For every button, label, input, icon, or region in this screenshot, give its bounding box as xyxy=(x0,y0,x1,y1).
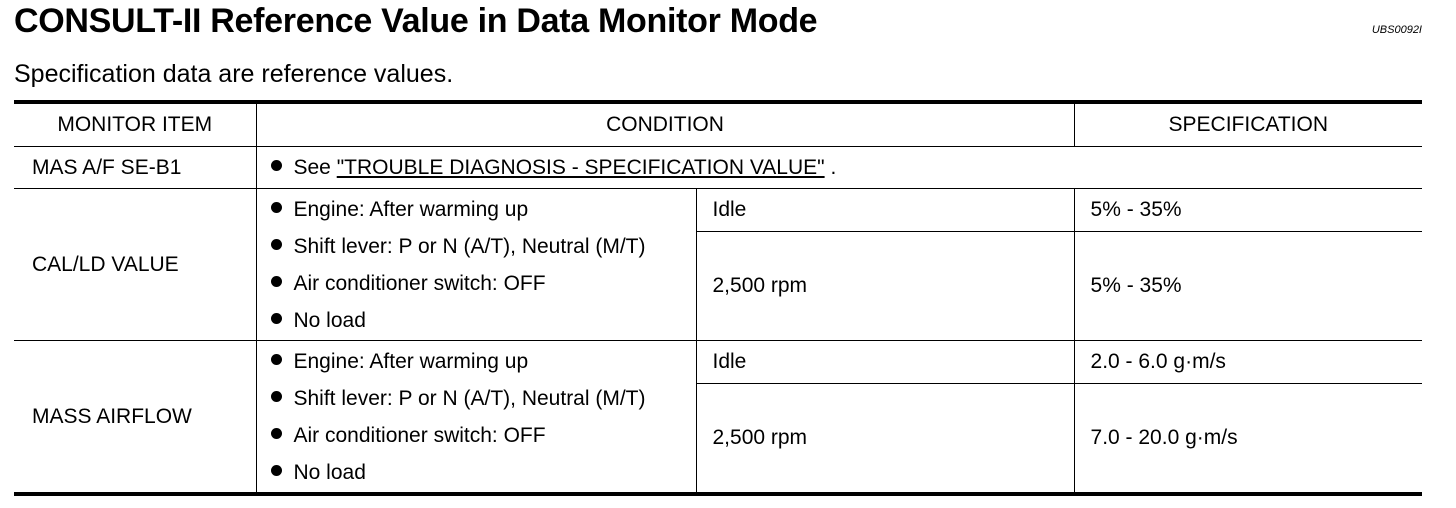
condition-cell-cal-ld xyxy=(256,189,696,341)
condition-cell-mas xyxy=(256,147,1422,189)
condition-list xyxy=(257,191,696,339)
reference-value-table xyxy=(14,100,1422,496)
page-title: CONSULT-II Reference Value in Data Monitor Mode xyxy=(14,2,818,40)
monitor-item-mass-airflow: MASS AIRFLOW xyxy=(14,341,256,495)
spec-cell: 7.0 - 20.0 g·m/s xyxy=(1074,384,1422,495)
col-header-condition: CONDITION xyxy=(256,102,1074,147)
table-header-row xyxy=(14,102,1422,147)
condition-list xyxy=(257,343,696,491)
figure-code: UBS0092I xyxy=(1371,24,1422,36)
table-row xyxy=(14,189,1422,232)
bullet-icon xyxy=(271,428,282,439)
col-header-specification: SPECIFICATION xyxy=(1074,102,1422,147)
bullet-icon xyxy=(271,156,294,179)
rpm-cell: 2,500 rpm xyxy=(696,232,1074,341)
list-item: Shift lever: P or N (A/T), Neutral (M/T) xyxy=(271,228,696,265)
bullet-icon xyxy=(271,313,282,324)
rpm-cell: Idle xyxy=(696,189,1074,232)
col-header-monitor-item: MONITOR ITEM xyxy=(14,102,256,147)
bullet-icon xyxy=(271,202,282,213)
spec-cell: 5% - 35% xyxy=(1074,232,1422,341)
bullet-icon xyxy=(271,391,282,402)
list-item: No load xyxy=(271,454,696,491)
monitor-item-mas: MAS A/F SE-B1 xyxy=(14,147,256,189)
bullet-icon xyxy=(271,239,282,250)
rpm-cell: 2,500 rpm xyxy=(696,384,1074,495)
trouble-diagnosis-link[interactable]: "TROUBLE DIAGNOSIS - SPECIFICATION VALUE" xyxy=(336,155,825,179)
list-item: Engine: After warming up xyxy=(271,343,696,380)
spec-cell: 5% - 35% xyxy=(1074,189,1422,232)
list-item: Air conditioner switch: OFF xyxy=(271,417,696,454)
bullet-icon xyxy=(271,354,282,365)
after-text: . xyxy=(830,155,837,179)
see-text: See xyxy=(293,155,331,179)
bullet-icon xyxy=(271,465,282,476)
table-row xyxy=(14,341,1422,384)
rpm-cell: Idle xyxy=(696,341,1074,384)
list-item: No load xyxy=(271,302,696,339)
monitor-item-cal-ld: CAL/LD VALUE xyxy=(14,189,256,341)
spec-cell: 2.0 - 6.0 g·m/s xyxy=(1074,341,1422,384)
list-item: Engine: After warming up xyxy=(271,191,696,228)
condition-cell-mass-airflow xyxy=(256,341,696,495)
list-item: Air conditioner switch: OFF xyxy=(271,265,696,302)
page-subtitle: Specification data are reference values. xyxy=(14,60,454,88)
bullet-icon xyxy=(271,276,282,287)
list-item: Shift lever: P or N (A/T), Neutral (M/T) xyxy=(271,380,696,417)
table-row xyxy=(14,147,1422,189)
